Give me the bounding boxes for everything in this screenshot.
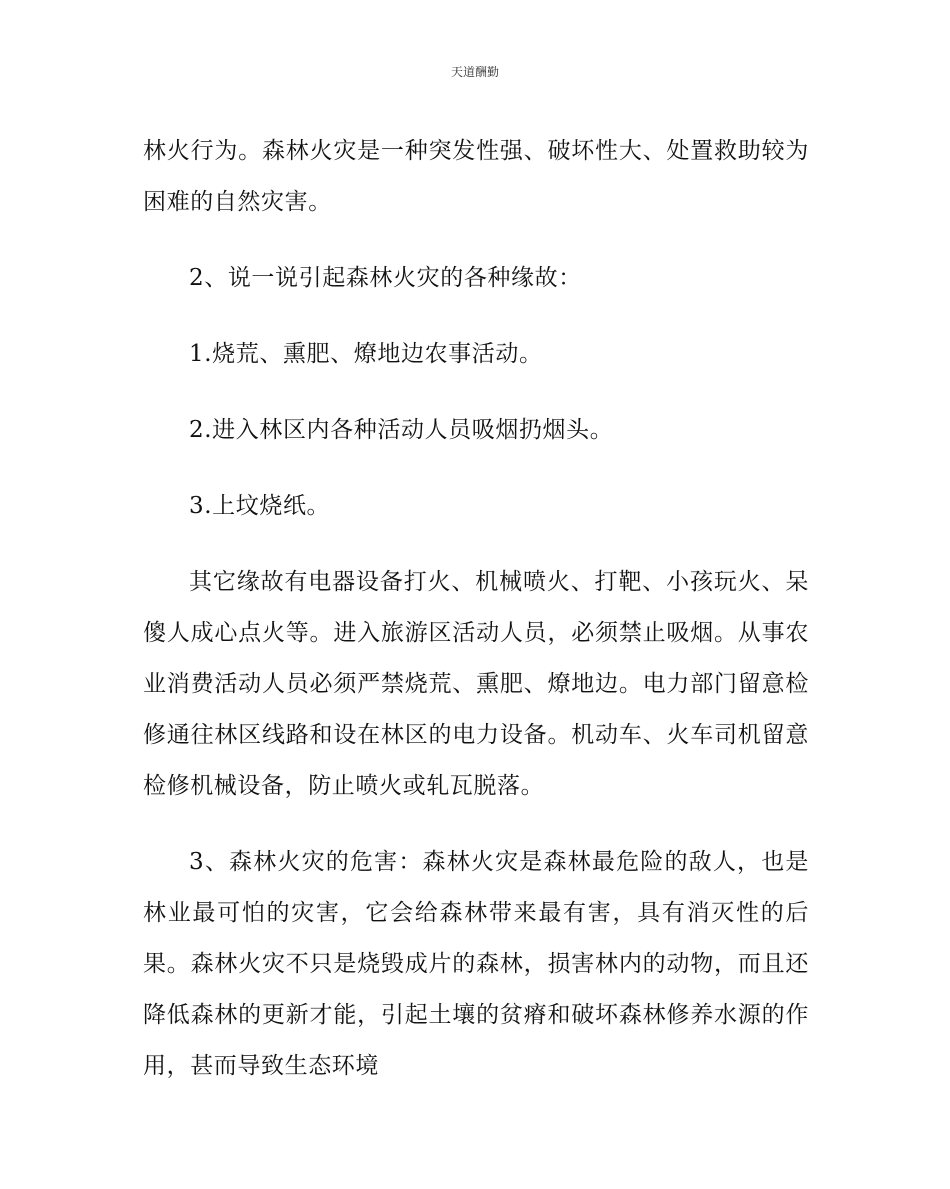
paragraph-list-item-2: 2.进入林区内各种活动人员吸烟扔烟头。 (189, 417, 614, 443)
paragraph-other-causes: 其它缘故有电器设备打火、机械喷火、打靶、小孩玩火、呆傻人成心点火等。进入旅游区活动人员，必须禁止吸烟。从事农业消费活动人员必须严禁烧荒、熏肥、燎地边。电力部门留意检修通往林区线路和设在林区的电力设备。机动车、火车司机留意检修机械设备，防止喷火或轧瓦脱落。 (143, 569, 809, 799)
paragraph-continuation: 林火行为。森林火灾是一种突发性强、破坏性大、处置救助较为困难的自然灾害。 (143, 138, 809, 215)
page-header: 天道酬勤 (450, 65, 499, 79)
paragraph-section-2-heading: 2、说一说引起森林火灾的各种缘故： (189, 265, 582, 291)
paragraph-list-item-1: 1.烧荒、熏肥、燎地边农事活动。 (189, 341, 543, 367)
paragraph-section-3-hazards: 3、森林火灾的危害：森林火灾是森林最危险的敌人，也是林业最可怕的灾害，它会给森林带来最有害，具有消灭性的后果。森林火灾不只是烧毁成片的森林，损害林内的动物，而且还降低森林的更新才能，引起土壤的贫瘠和破坏森林修养水源的作用，甚而导致生态环境 (143, 849, 809, 1079)
paragraph-list-item-3: 3.上坟烧纸。 (189, 493, 331, 519)
document-body (143, 126, 809, 1092)
